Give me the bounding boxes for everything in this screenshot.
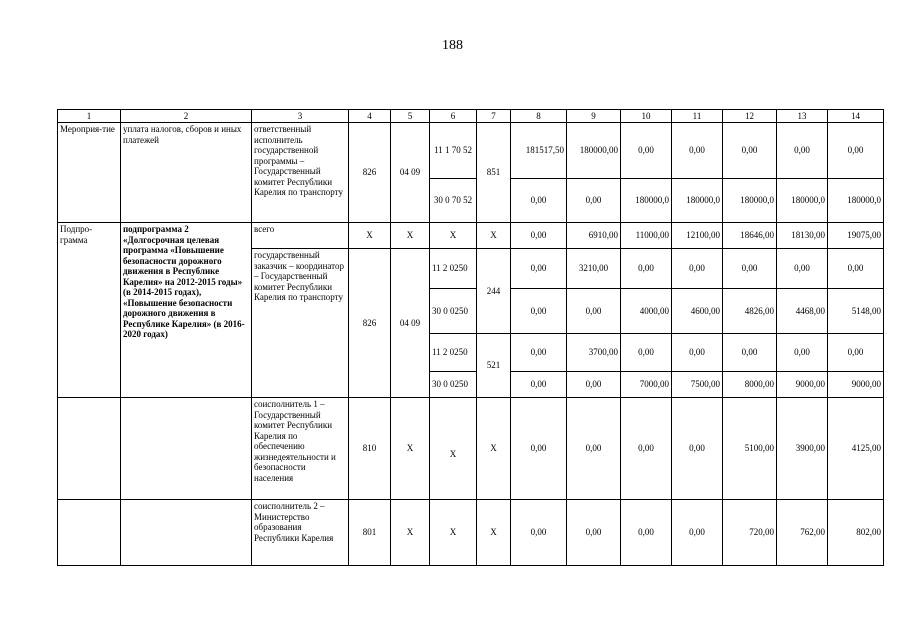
value-cell: 180000,0 [828, 179, 884, 223]
header-cell: 11 [672, 110, 723, 123]
value-cell: 720,00 [723, 500, 777, 566]
table-row [58, 398, 884, 500]
csr-cell: 11 1 70 52 [430, 123, 477, 179]
x-cell: X [391, 223, 430, 249]
value-cell: 0,00 [511, 372, 567, 398]
grbs-cell: 801 [349, 500, 391, 566]
executor-cell: соисполнитель 1 – Государственный комитет Республики Карелия по обеспечению жизнедеятельности и безопасности населения [252, 398, 349, 500]
x-cell: X [477, 500, 511, 566]
header-cell: 9 [567, 110, 621, 123]
header-cell: 5 [391, 110, 430, 123]
value-cell: 18646,00 [723, 223, 777, 249]
table-row [58, 500, 884, 566]
row-type-cell: Мероприя-тие [58, 123, 121, 223]
value-cell: 0,00 [777, 334, 828, 372]
value-cell: 0,00 [511, 289, 567, 334]
value-cell: 4600,00 [672, 289, 723, 334]
csr-cell: 30 0 0250 [430, 289, 477, 334]
value-cell: 19075,00 [828, 223, 884, 249]
value-cell: 7500,00 [672, 372, 723, 398]
grbs-cell: 810 [349, 398, 391, 500]
value-cell: 0,00 [672, 123, 723, 179]
header-cell: 12 [723, 110, 777, 123]
value-cell: 180000,0 [621, 179, 672, 223]
value-cell: 0,00 [621, 249, 672, 289]
header-cell: 8 [511, 110, 567, 123]
header-cell: 1 [58, 110, 121, 123]
vr-cell: 521 [477, 334, 511, 398]
value-cell: 0,00 [828, 123, 884, 179]
x-cell: X [430, 223, 477, 249]
row-type-cell: Подпро-грамма [58, 223, 121, 398]
value-cell: 18130,00 [777, 223, 828, 249]
x-cell: X [391, 500, 430, 566]
value-cell: 180000,0 [777, 179, 828, 223]
csr-cell: 11 2 0250 [430, 334, 477, 372]
header-cell: 13 [777, 110, 828, 123]
value-cell: 5148,00 [828, 289, 884, 334]
value-cell: 0,00 [511, 223, 567, 249]
x-cell: X [477, 223, 511, 249]
page-number: 188 [442, 38, 463, 53]
value-cell: 7000,00 [621, 372, 672, 398]
rzpr-cell: 04 09 [391, 249, 430, 398]
row-name-cell: подпрограмма 2 «Долгосрочная целевая программа «Повышение безопасности дорожного движения в Республике Карелия» на 2012-2015 годы» (в 2014-2015 годах), «Повышение безопасности дорожного движения в Республике Карелия» (в 2016-2020 годах) [121, 223, 252, 398]
header-cell: 14 [828, 110, 884, 123]
value-cell: 181517,50 [511, 123, 567, 179]
x-cell: X [477, 398, 511, 500]
value-cell: 0,00 [621, 500, 672, 566]
empty-cell [58, 500, 121, 566]
value-cell: 0,00 [621, 334, 672, 372]
value-cell: 762,00 [777, 500, 828, 566]
table-row [58, 123, 884, 179]
grbs-cell: 826 [349, 249, 391, 398]
x-cell: X [430, 398, 477, 500]
table-row [58, 223, 884, 249]
rzpr-cell: 04 09 [391, 123, 430, 223]
value-cell: 3210,00 [567, 249, 621, 289]
value-cell: 180000,00 [567, 123, 621, 179]
csr-cell: 11 2 0250 [430, 249, 477, 289]
empty-cell [121, 500, 252, 566]
header-cell: 4 [349, 110, 391, 123]
csr-cell: 30 0 0250 [430, 372, 477, 398]
value-cell: 0,00 [672, 398, 723, 500]
vr-cell: 851 [477, 123, 511, 223]
value-cell: 4000,00 [621, 289, 672, 334]
value-cell: 0,00 [511, 179, 567, 223]
value-cell: 0,00 [828, 249, 884, 289]
value-cell: 11000,00 [621, 223, 672, 249]
executor-cell: соисполнитель 2 – Министерство образования Республики Карелия [252, 500, 349, 566]
value-cell: 0,00 [828, 334, 884, 372]
x-cell: X [430, 500, 477, 566]
value-cell: 6910,00 [567, 223, 621, 249]
row-name-cell: уплата налогов, сборов и иных платежей [121, 123, 252, 223]
value-cell: 0,00 [567, 372, 621, 398]
header-cell: 3 [252, 110, 349, 123]
value-cell: 0,00 [723, 123, 777, 179]
value-cell: 0,00 [567, 179, 621, 223]
value-cell: 0,00 [511, 334, 567, 372]
value-cell: 0,00 [723, 334, 777, 372]
value-cell: 9000,00 [777, 372, 828, 398]
value-cell: 0,00 [621, 398, 672, 500]
value-cell: 12100,00 [672, 223, 723, 249]
empty-cell [58, 398, 121, 500]
value-cell: 180000,0 [672, 179, 723, 223]
header-cell: 10 [621, 110, 672, 123]
csr-cell: 30 0 70 52 [430, 179, 477, 223]
vr-cell: 244 [477, 249, 511, 334]
value-cell: 4826,00 [723, 289, 777, 334]
value-cell: 0,00 [621, 123, 672, 179]
value-cell: 0,00 [777, 123, 828, 179]
value-cell: 0,00 [567, 500, 621, 566]
value-cell: 4125,00 [828, 398, 884, 500]
value-cell: 0,00 [567, 289, 621, 334]
value-cell: 5100,00 [723, 398, 777, 500]
value-cell: 9000,00 [828, 372, 884, 398]
value-cell: 0,00 [511, 398, 567, 500]
value-cell: 0,00 [672, 500, 723, 566]
value-cell: 802,00 [828, 500, 884, 566]
value-cell: 8000,00 [723, 372, 777, 398]
total-label-cell: всего [252, 223, 349, 249]
value-cell: 3700,00 [567, 334, 621, 372]
header-row [58, 110, 884, 123]
x-cell: X [349, 223, 391, 249]
value-cell: 4468,00 [777, 289, 828, 334]
empty-cell [121, 398, 252, 500]
value-cell: 180000,0 [723, 179, 777, 223]
value-cell: 0,00 [511, 500, 567, 566]
budget-table [57, 109, 884, 566]
header-cell: 6 [430, 110, 477, 123]
executor-cell: ответственный исполнитель государственной программы – Государственный комитет Республики Карелия по транспорту [252, 123, 349, 223]
value-cell: 0,00 [672, 334, 723, 372]
header-cell: 2 [121, 110, 252, 123]
value-cell: 0,00 [511, 249, 567, 289]
x-cell: X [391, 398, 430, 500]
header-cell: 7 [477, 110, 511, 123]
value-cell: 3900,00 [777, 398, 828, 500]
value-cell: 0,00 [567, 398, 621, 500]
value-cell: 0,00 [777, 249, 828, 289]
value-cell: 0,00 [723, 249, 777, 289]
grbs-cell: 826 [349, 123, 391, 223]
executor-cell: государственный заказчик – координатор – Государственный комитет Республики Карелия по транспорту [252, 249, 349, 398]
value-cell: 0,00 [672, 249, 723, 289]
